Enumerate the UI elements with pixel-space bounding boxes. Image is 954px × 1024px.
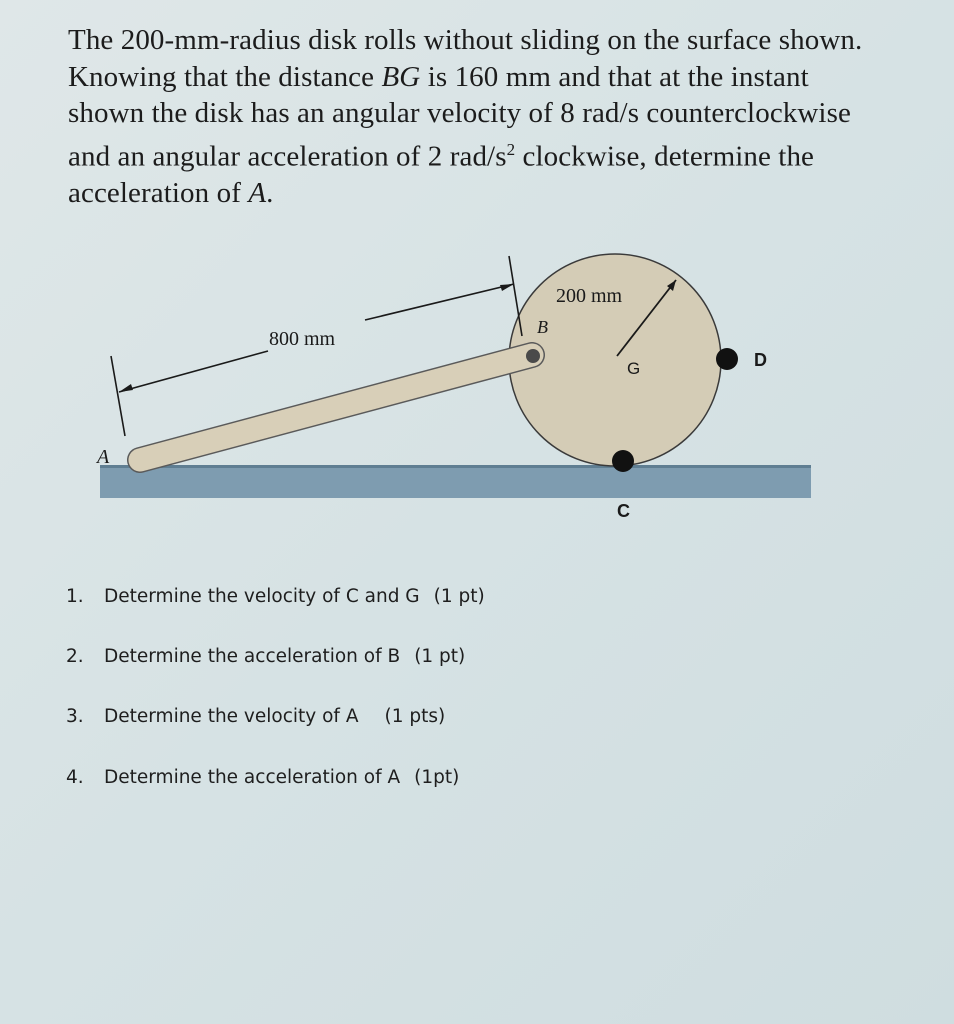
question-2	[66, 646, 465, 667]
question-3	[66, 706, 445, 727]
question-4-text: Determine the acceleration of A	[104, 767, 401, 788]
dim-arrow-left	[119, 384, 133, 392]
point-c	[612, 450, 634, 472]
problem-line-2-a: Knowing that the distance	[68, 60, 382, 93]
dim-line-left	[119, 351, 268, 392]
dim-label-800mm: 800 mm	[269, 328, 336, 350]
question-4-number: 4.	[66, 767, 84, 788]
pin-b	[526, 349, 540, 363]
dim-extension-a	[111, 356, 125, 436]
problem-line-1: The 200-mm-radius disk rolls without sliding on the surface shown.	[68, 24, 863, 56]
problem-line-5-a: acceleration of	[68, 176, 249, 209]
ground-surface	[100, 466, 811, 498]
question-1-number: 1.	[66, 586, 84, 607]
question-1	[66, 586, 485, 607]
ground-top-edge	[100, 465, 811, 468]
problem-line-3: shown the disk has an angular velocity of 8 rad/s counterclockwise	[68, 97, 851, 129]
problem-var-bg: BG	[381, 60, 421, 93]
question-4-points: (1pt)	[414, 767, 460, 788]
label-g: G	[627, 359, 641, 378]
problem-sup-2: 2	[506, 139, 516, 159]
question-1-text: Determine the velocity of C and G	[104, 586, 420, 607]
problem-line-5-b: .	[266, 176, 274, 209]
label-d: D	[754, 350, 767, 370]
question-1-points: (1 pt)	[433, 586, 485, 607]
problem-line-4-b: clockwise, determine the	[515, 140, 815, 173]
question-4	[66, 767, 459, 788]
problem-line-4-a: and an angular acceleration of 2 rad/s	[68, 140, 507, 173]
label-c: C	[617, 501, 630, 521]
question-3-number: 3.	[66, 706, 84, 727]
question-2-points: (1 pt)	[414, 646, 466, 667]
label-a: A	[97, 446, 110, 468]
question-2-text: Determine the acceleration of B	[104, 646, 401, 667]
dim-line-right	[365, 284, 514, 320]
label-b: B	[537, 317, 548, 337]
dim-arrow-right	[500, 284, 514, 291]
point-d	[716, 348, 738, 370]
dim-label-200mm: 200 mm	[556, 285, 623, 307]
problem-line-2-b: is 160 mm and that at the instant	[420, 60, 809, 93]
problem-var-a: A	[248, 176, 267, 209]
question-3-points: (1 pts)	[384, 706, 446, 727]
question-2-number: 2.	[66, 646, 84, 667]
question-3-text: Determine the velocity of A	[104, 706, 359, 727]
